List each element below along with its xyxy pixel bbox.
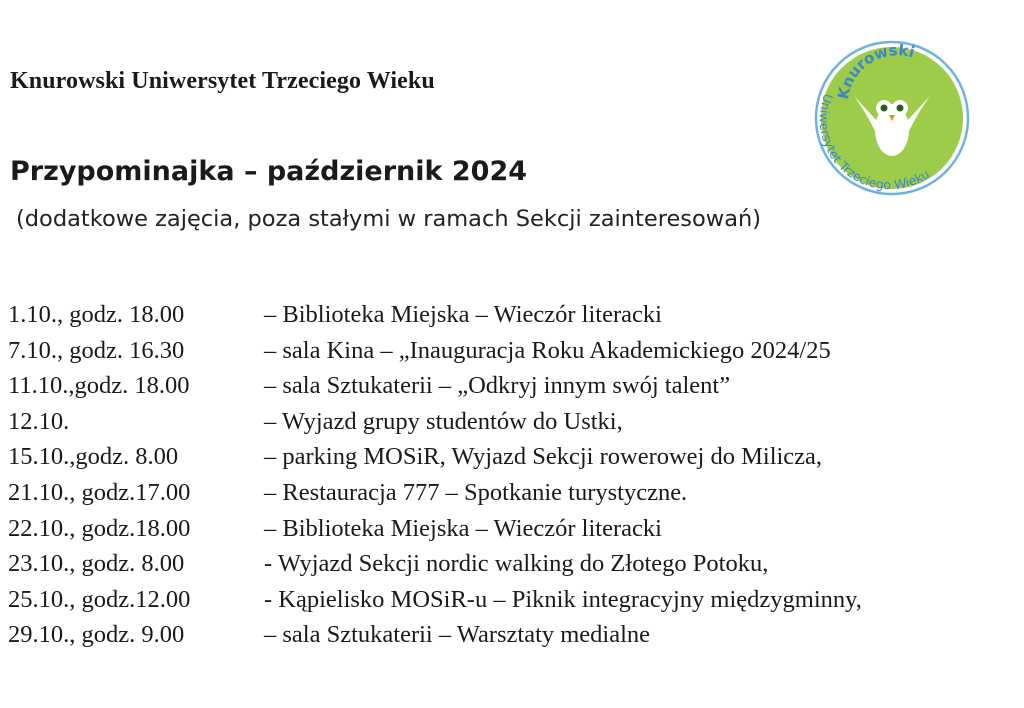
event-description: – Biblioteka Miejska – Wieczór literacki: [264, 514, 662, 542]
event-date: 23.10., godz. 8.00: [8, 550, 185, 578]
event-description: – sala Kina – „Inauguracja Roku Akademickiego 2024/25: [264, 336, 831, 364]
event-date: 22.10., godz.18.00: [8, 514, 191, 542]
organization-name: Knurowski Uniwersytet Trzeciego Wieku: [10, 68, 435, 94]
event-date: 11.10.,godz. 18.00: [8, 372, 190, 400]
event-row: [8, 439, 862, 475]
event-row: [8, 475, 862, 511]
event-description: – parking MOSiR, Wyjazd Sekcji rowerowej do Milicza,: [264, 443, 823, 471]
event-row: [8, 617, 862, 653]
event-date: 29.10., godz. 9.00: [8, 621, 185, 649]
event-date: 1.10., godz. 18.00: [8, 301, 185, 328]
logo-emblem-icon: [812, 38, 972, 198]
event-row: [8, 511, 862, 547]
event-description: – Wyjazd grupy studentów do Ustki,: [264, 407, 623, 435]
svg-text:Knurowski: Knurowski: [834, 41, 917, 101]
event-description: – sala Sztukaterii – „Odkryj innym swój talent”: [264, 372, 731, 400]
document-title: Przypominajka – październik 2024: [10, 156, 528, 187]
event-date: 25.10., godz.12.00: [8, 585, 191, 613]
event-row: [8, 546, 862, 582]
event-row: [8, 368, 862, 404]
event-date: 12.10.: [8, 407, 70, 435]
event-date: 15.10.,godz. 8.00: [8, 443, 179, 471]
event-row: [8, 297, 862, 333]
event-description: – sala Sztukaterii – Warsztaty medialne: [264, 621, 651, 649]
event-row: [8, 333, 862, 369]
event-date: 7.10., godz. 16.30: [8, 336, 185, 364]
event-description: - Kąpielisko MOSiR-u – Piknik integracyjny międzygminny,: [264, 585, 862, 613]
event-date: 21.10., godz.17.00: [8, 478, 191, 506]
events-list: [8, 297, 862, 653]
svg-text:Uniwersytet Trzeciego Wieku: Uniwersytet Trzeciego Wieku: [816, 91, 932, 193]
event-row: [8, 582, 862, 618]
event-row: [8, 404, 862, 440]
university-logo: [812, 38, 972, 198]
event-description: - Wyjazd Sekcji nordic walking do Złotego Potoku,: [264, 550, 769, 578]
document-subtitle: (dodatkowe zajęcia, poza stałymi w ramach Sekcji zainteresowań): [16, 206, 762, 232]
event-description: – Restauracja 777 – Spotkanie turystyczne.: [264, 478, 688, 506]
event-description: – Biblioteka Miejska – Wieczór literacki: [264, 301, 662, 328]
